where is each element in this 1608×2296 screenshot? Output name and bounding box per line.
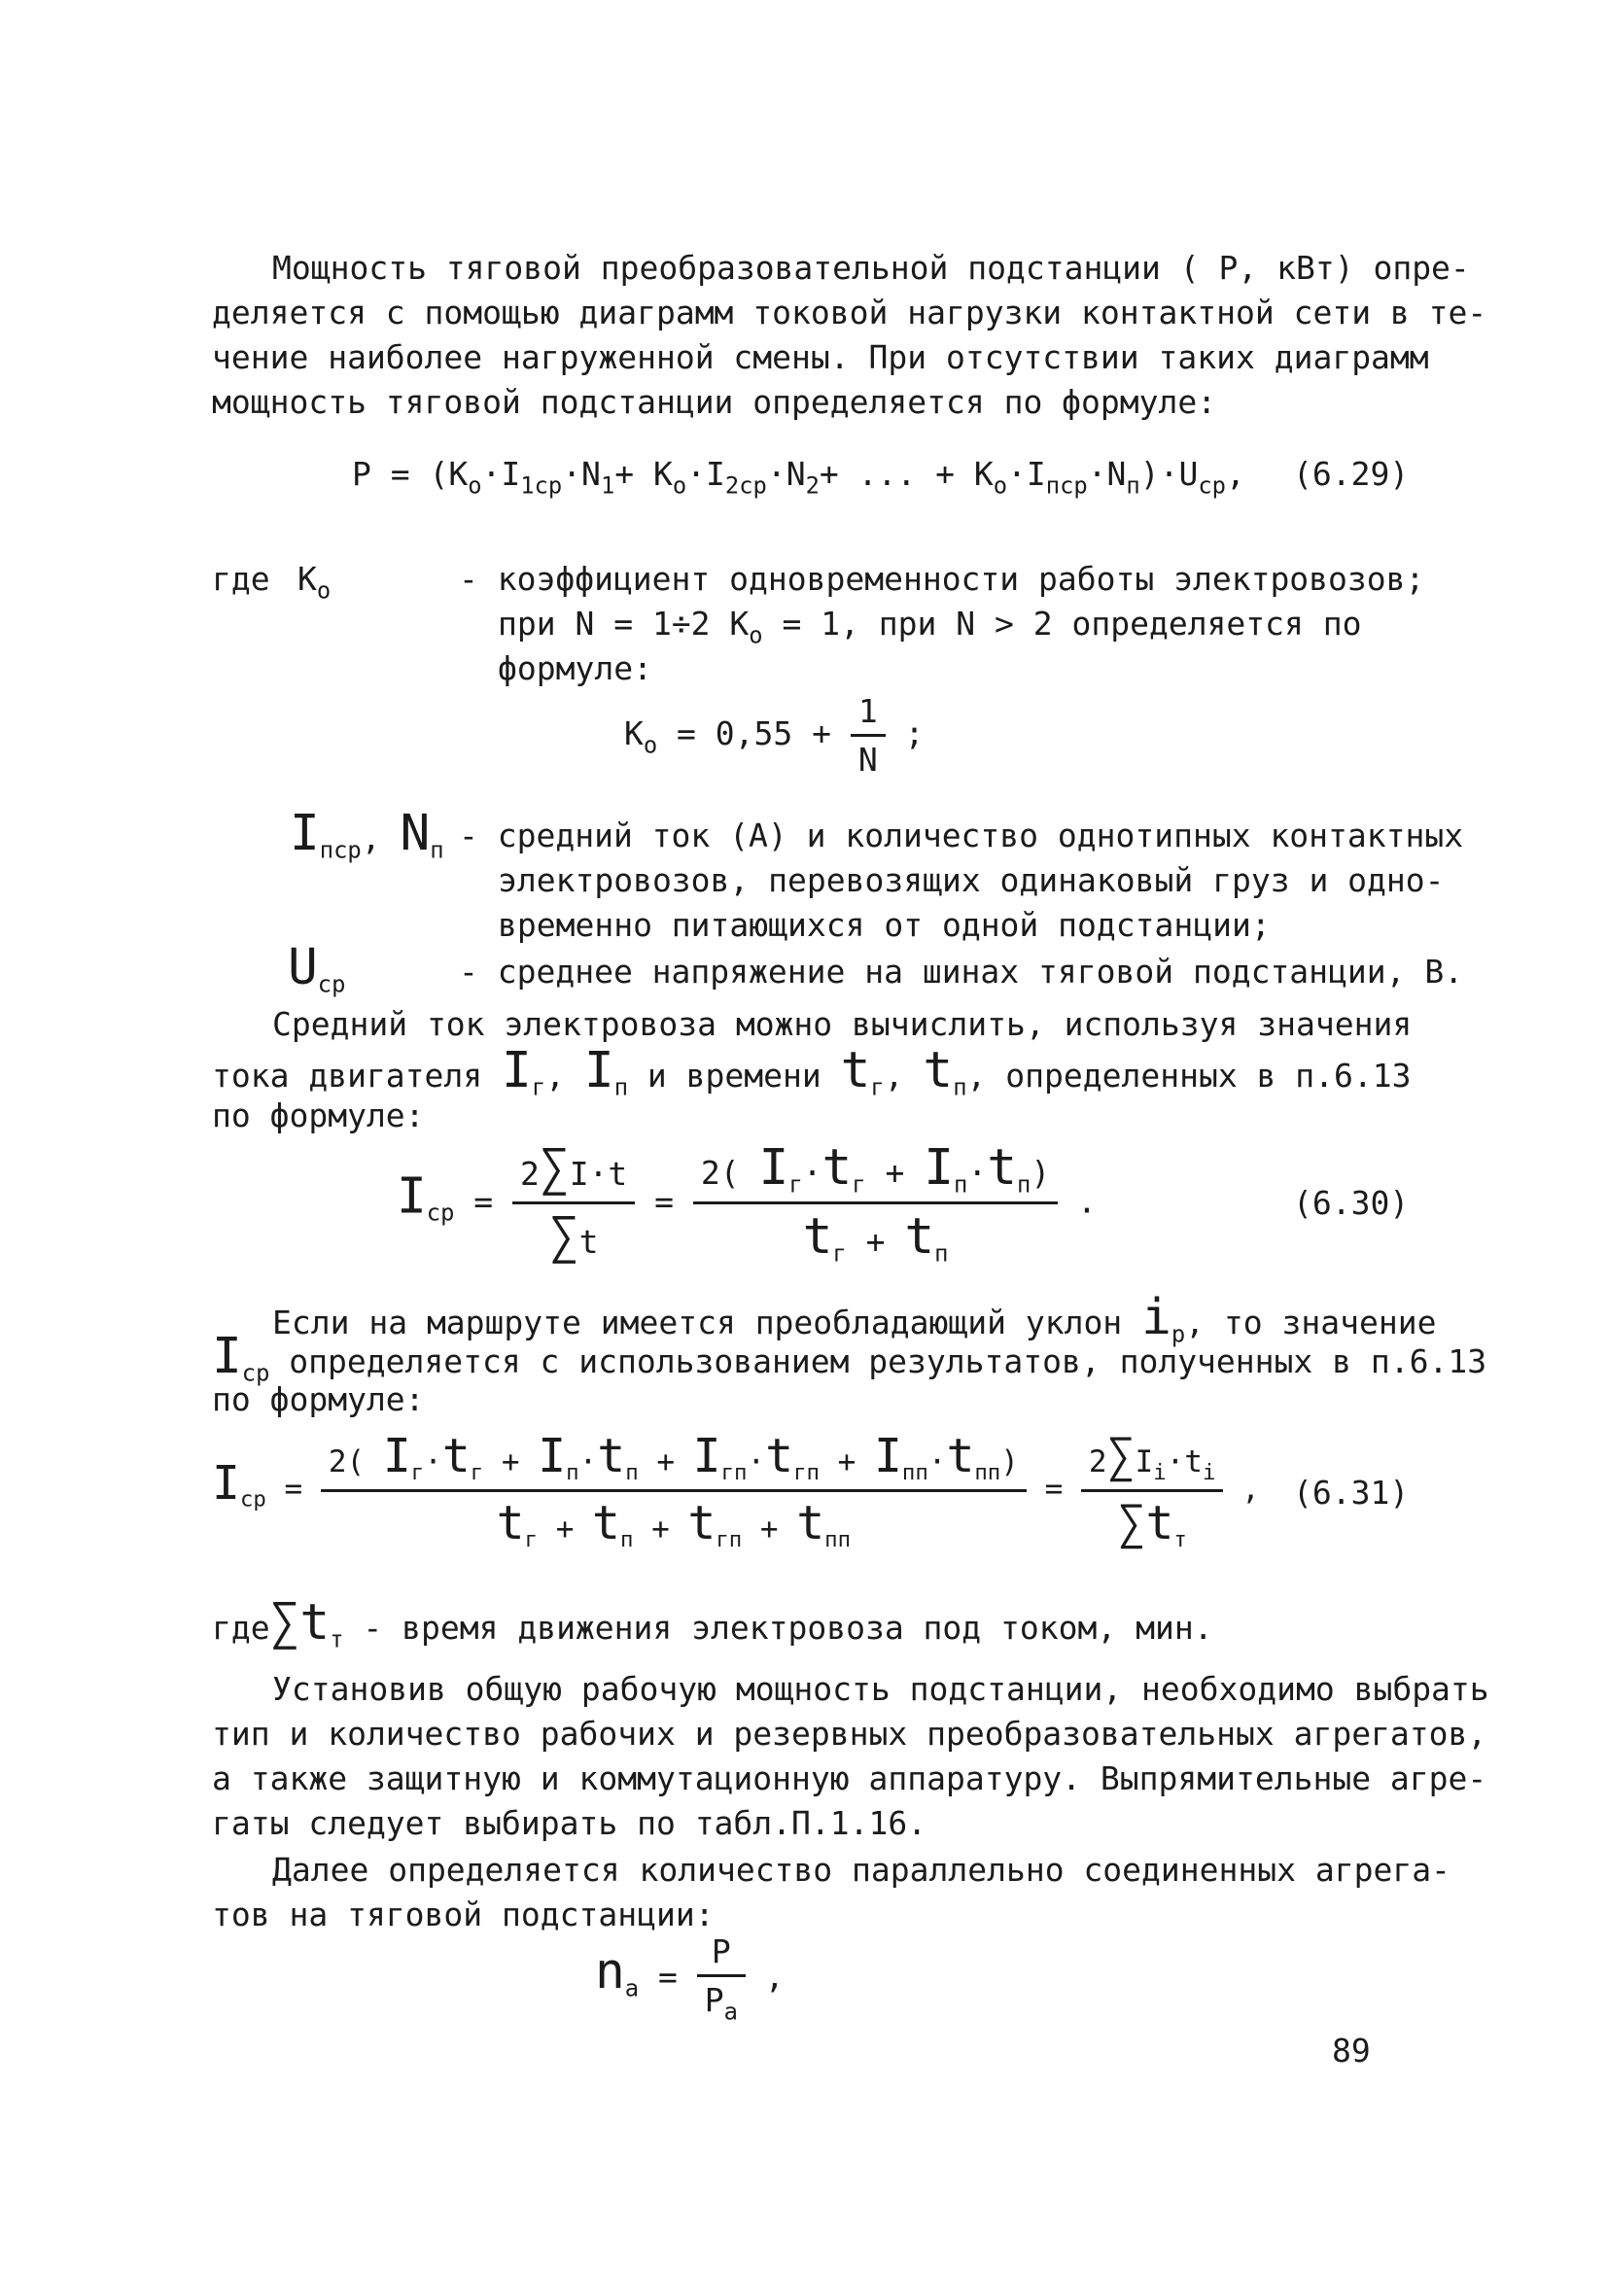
where-sum-t-line: $где\sum t_т$ - время движения электровоза под током, мин. (212, 1594, 1213, 1653)
formula-6-31: $I_{ср}$ = $\frac{2( I_г\cdot t_г + I_п\cdot t_п + I_{гп}\cdot t_{гп} + I_{пп}\cdot t_{пп})}{t_г + t_п + t_{гп} + t_{пп}}$ = $\frac{2\sum I_i\cdot t_i}{\sum t_т}$ , (212, 1429, 1260, 1552)
u-symbol: $U_{ср}$ (288, 939, 346, 998)
k0-fraction (851, 692, 886, 779)
k0-value: 0,55 (715, 714, 793, 752)
formula-6-29: $P = (K_o\cdot I_{1ср}\cdot N_1+ K_o\cdot I_{2ср}\cdot N_2+$ ... + $K_o\cdot I_{пср}\cdot N_п)\cdot U_{ср}$, (352, 455, 1245, 500)
k0-symbol: $K_o$ (297, 560, 332, 605)
avg-current-line-2b: и времени (647, 1057, 821, 1095)
formula-na-fraction: $\frac{P}{P_a}$ (697, 1932, 746, 2025)
formula-6-31-number: (6.31) (1293, 1474, 1410, 1512)
slope-line-1a: Если на маршруте имеется преобладающий уклон (272, 1304, 1123, 1341)
u-def-line: - среднее напряжение на шинах тяговой подстанции, В. (459, 953, 1464, 991)
select-line-3: а также защитную и коммутационную аппаратуру. Выпрямительные агре- (212, 1759, 1487, 1797)
formula-6-29-number: (6.29) (1293, 455, 1410, 493)
formula-6-31-fraction-2: $\frac{2\sum I_i\cdot t_i}{\sum t_т}$ (1081, 1429, 1223, 1552)
k0-def-line-2: при N = 1÷2 $K_o = 1$, при N > 2 определяется по (498, 605, 1362, 649)
intro-line-4: мощность тяговой подстанции определяется по формуле: (212, 383, 1217, 421)
intro-line-1: Мощность тяговой преобразовательной подстанции ( Р, кВт) опре- (272, 249, 1470, 287)
count-line-1: Далее определяется количество параллельно соединенных агрега- (272, 1851, 1451, 1889)
select-line-1: Установив общую рабочую мощность подстанции, необходимо выбрать (272, 1670, 1489, 1708)
formula-6-30-fraction-2: $\frac{2( I_г\cdot t_г + I_п\cdot t_п)}{t_г + t_п}$ (693, 1139, 1058, 1268)
intro-line-2: деляется с помощью диаграмм токовой нагрузки контактной сети в те- (212, 294, 1487, 331)
avg-current-line-1: Средний ток электровоза можно вычислить, используя значения (272, 1005, 1413, 1043)
in-def-line-3: временно питающихся от одной подстанции; (498, 906, 1271, 944)
avg-current-line-2c: определенных в п.6.13 (1005, 1057, 1412, 1095)
count-line-2: тов на тяговой подстанции: (212, 1896, 715, 1933)
k0-def-line-2a: при N = 1÷2 K (498, 605, 750, 643)
in-def-line-2: электровозов, перевозящих одинаковый груз и одно- (498, 861, 1445, 899)
select-line-2: тип и количество рабочих и резервных преобразовательных агрегатов, (212, 1715, 1487, 1753)
avg-current-line-3: по формуле: (212, 1096, 425, 1134)
formula-6-30: $I_{ср}$ = $\frac{2\sum I\cdot t}{\sum t}$ = $\frac{2( I_г\cdot t_г + I_п\cdot t_п)}{t_г + t_п}$ . (397, 1139, 1097, 1268)
slope-line-3: по формуле: (212, 1380, 425, 1418)
in-def-line-1: - средний ток (А) и количество однотипных контактных (459, 817, 1464, 854)
where-label: где (212, 560, 270, 598)
formula-6-30-number: (6.30) (1293, 1184, 1410, 1222)
where-sum-t-label: где (212, 1609, 270, 1647)
formula-6-30-fraction-1: $\frac{2\sum I\cdot t}{\sum t}$ (512, 1140, 635, 1266)
k0-def-line-3: формуле: (498, 649, 652, 687)
k0-def-line-1: - коэффициент одновременности работы электровозов; (459, 560, 1425, 598)
page-number: 89 (1332, 2032, 1371, 2070)
select-line-4: гаты следует выбирать по табл.П.1.16. (212, 1804, 927, 1842)
formula-na: $n_a$ = $\frac{P}{P_a}$ , (595, 1932, 785, 2026)
k0-formula: $K_o = 0,55$ + $\frac{1}{N}$ ; (624, 692, 925, 779)
intro-line-3: чение наиболее нагруженной смены. При отсутствии таких диаграмм (212, 338, 1429, 376)
where-sum-t-text: - время движения электровоза под током, мин. (363, 1609, 1213, 1647)
avg-current-line-2: тока двигателя $I_г$, $I_п$ и времени $t_г$, $t_п$, определенных в п.6.13 (212, 1042, 1412, 1101)
avg-current-line-2a: тока двигателя (212, 1057, 483, 1095)
k0-fraction-denominator: N (857, 741, 878, 779)
k0-def-line-2b: = 1, при N > 2 определяется по (782, 605, 1362, 643)
slope-line-1b: то значение (1223, 1304, 1437, 1341)
formula-6-31-fraction-1: $\frac{2( I_г\cdot t_г + I_п\cdot t_п + I_{гп}\cdot t_{гп} + I_{пп}\cdot t_{пп})}{t_г + t_п + t_{гп} + t_{пп}}$ (321, 1429, 1027, 1552)
in-nn-symbol: $I_{пср}$, $N_п$ (290, 805, 444, 864)
slope-line-1: Если на маршруте имеется преобладающий уклон $i_р$, то значение (272, 1289, 1437, 1348)
slope-line-2: $I_{ср}$ определяется с использованием результатов, полученных в п.6.13 (212, 1328, 1487, 1387)
slope-line-2a: определяется с использованием результатов, полученных в п.6.13 (289, 1342, 1487, 1380)
k0-fraction-numerator: 1 (851, 692, 886, 737)
